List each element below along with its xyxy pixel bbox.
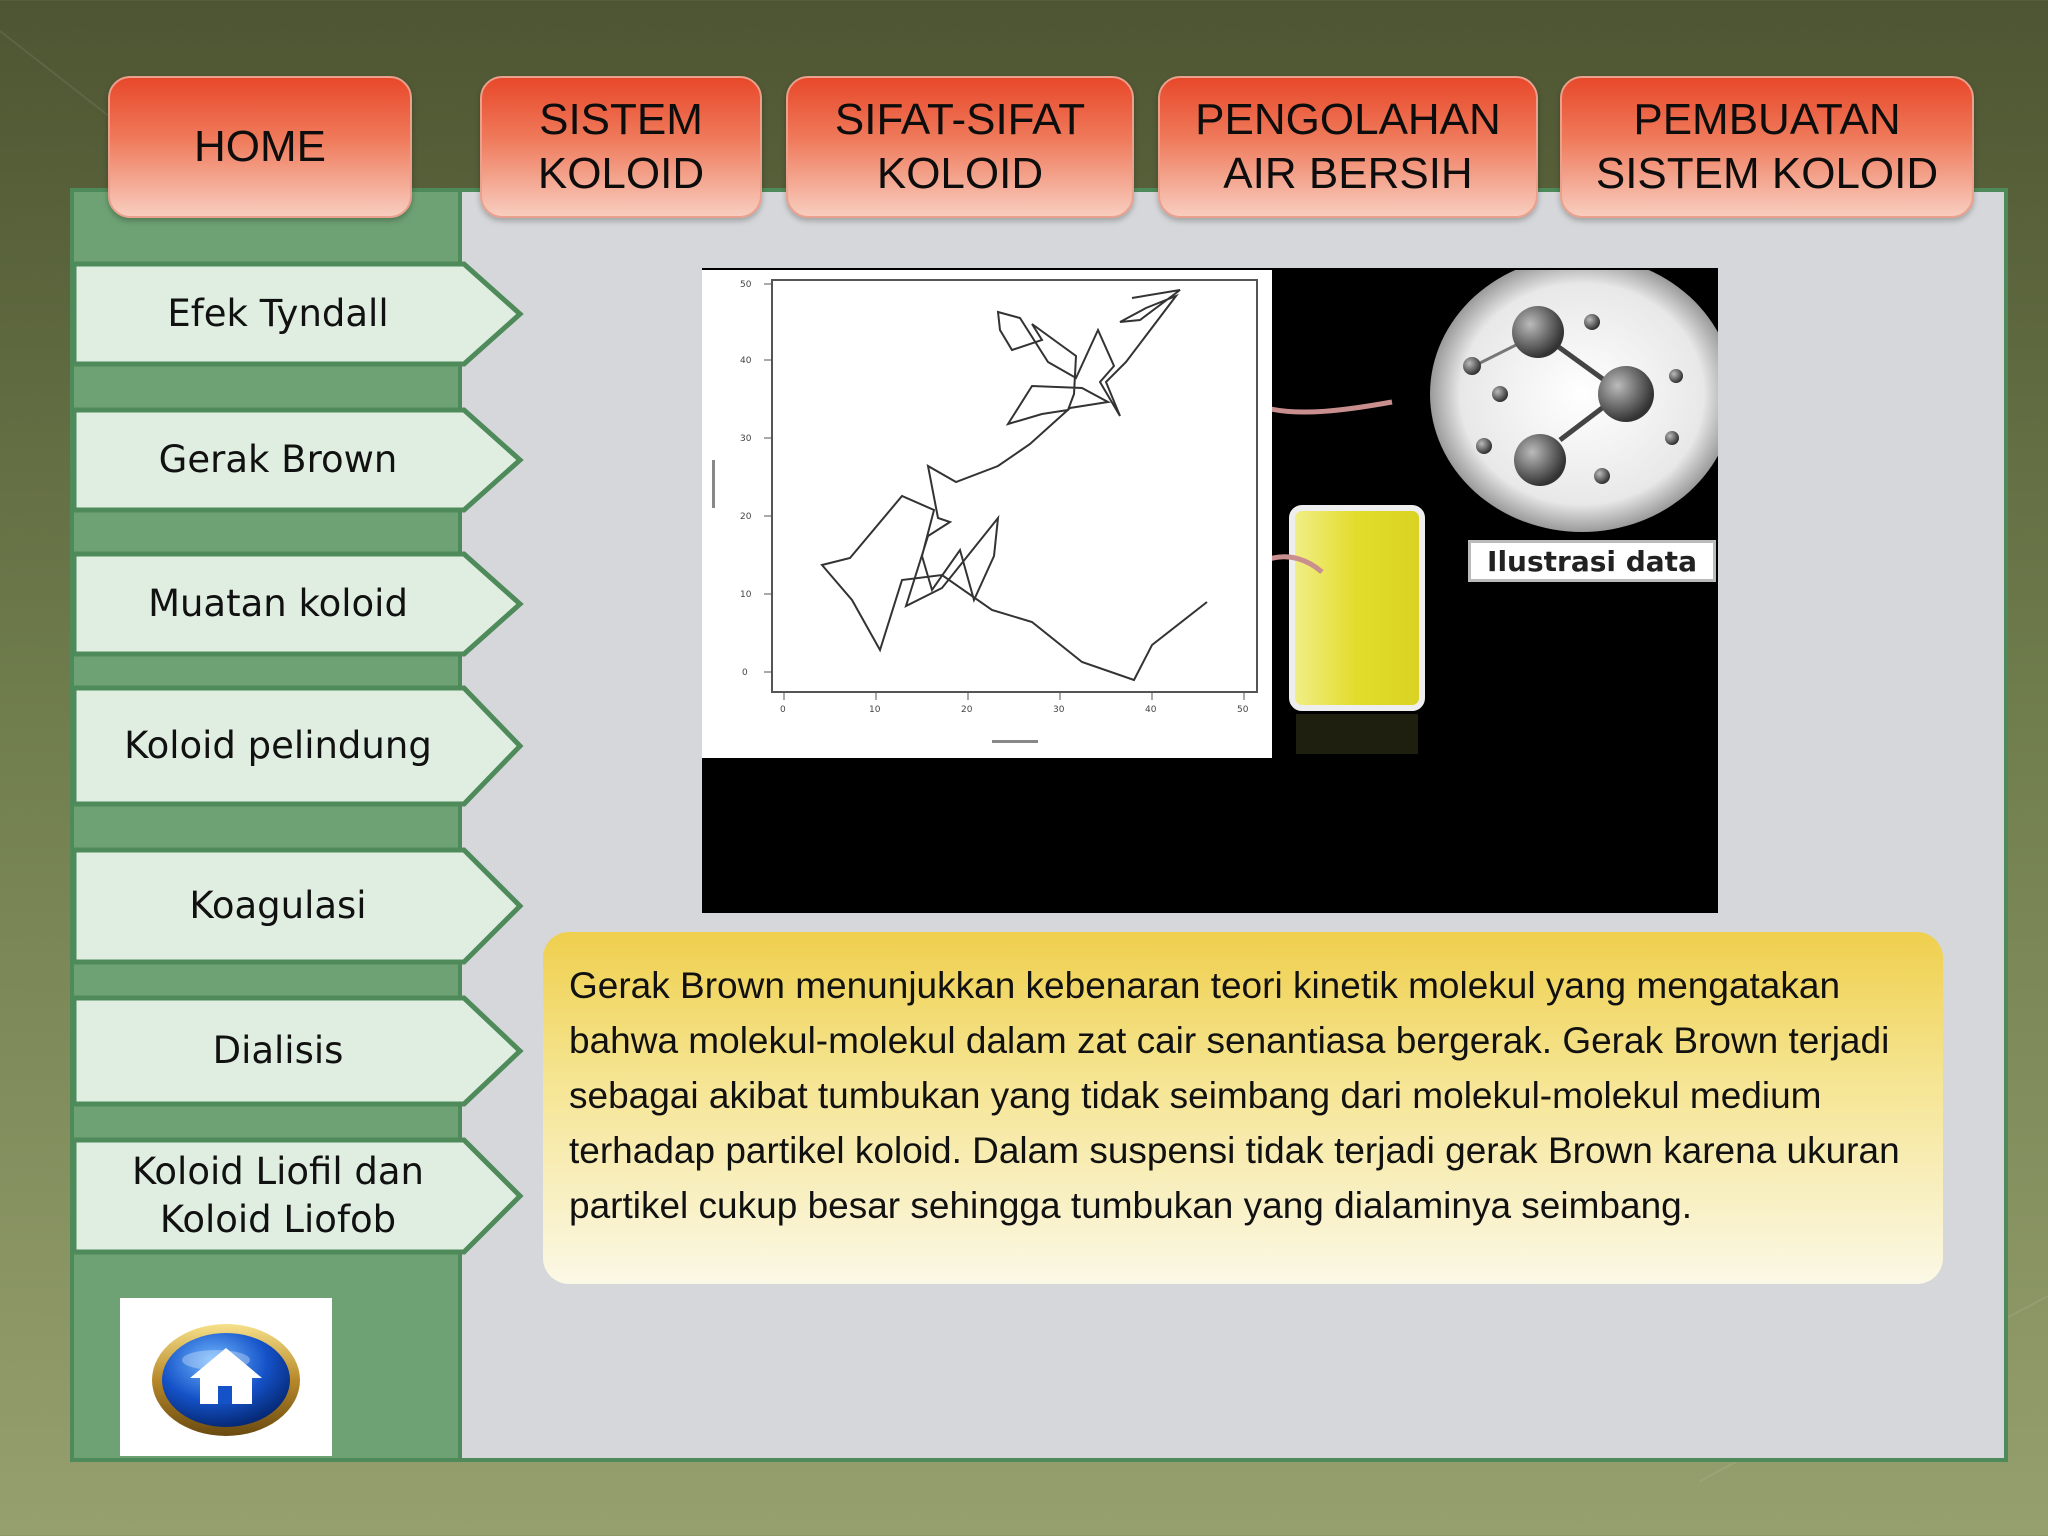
x-tick-label: 40 — [1145, 705, 1157, 715]
sidebar-item-label: Dialisis — [212, 1029, 344, 1072]
y-axis-label — [712, 460, 715, 508]
small-particle — [1463, 357, 1481, 375]
small-particle — [1665, 431, 1679, 445]
small-particle — [1476, 438, 1492, 454]
molecule-circle — [1430, 270, 1718, 532]
figure-caption: Ilustrasi data — [1468, 540, 1716, 582]
molecule-ball — [1512, 306, 1564, 358]
molecule-ball — [1598, 366, 1654, 422]
sidebar-item-label: Koloid Liofil dan Koloid Liofob — [132, 1150, 424, 1241]
x-axis-label — [992, 740, 1038, 743]
sidebar-item-gerak-brown[interactable] — [74, 404, 526, 516]
small-particle — [1584, 314, 1600, 330]
small-particle — [1492, 386, 1508, 402]
plot-frame — [772, 280, 1257, 692]
small-particle — [1669, 369, 1683, 383]
description-paragraph: Gerak Brown menunjukkan kebenaran teori kinetik molekul yang mengatakan bahwa molekul-molekul dalam zat cair senantiasa bergerak. Gerak Brown terjadi sebagai akibat tumbukan yang tidak seimbang dari molekul-molekul medium terhadap partikel koloid. Dalam suspensi tidak terjadi gerak Brown karena ukuran partikel cukup besar sehingga tumbukan yang dialaminya seimbang. — [569, 965, 1900, 1226]
tab-home[interactable]: HOME — [108, 76, 412, 218]
x-tick-label: 20 — [961, 705, 973, 715]
x-tick-label: 10 — [869, 705, 881, 715]
y-tick-label: 0 — [742, 668, 748, 678]
y-tick-label: 30 — [740, 434, 752, 444]
sidebar-item-koloid-liofil-liofob[interactable] — [74, 1134, 526, 1258]
sidebar-item-efek-tyndall[interactable] — [74, 258, 526, 370]
sidebar-item-muatan-koloid[interactable] — [74, 548, 526, 660]
random-walk-plot-svg — [702, 270, 1272, 758]
tab-pengolahan-air-bersih[interactable]: PENGOLAHAN AIR BERSIH — [1158, 76, 1538, 218]
beaker — [1292, 508, 1422, 708]
molecule-ball — [1514, 434, 1566, 486]
y-tick-label: 40 — [740, 356, 752, 366]
sidebar-item-label: Gerak Brown — [158, 438, 398, 481]
home-icon — [120, 1298, 332, 1456]
tab-pembuatan-sistem-koloid[interactable]: PEMBUATAN SISTEM KOLOID — [1560, 76, 1974, 218]
x-tick-label: 0 — [780, 705, 786, 715]
sidebar-item-label: Koloid pelindung — [124, 724, 432, 767]
tab-sistem-koloid[interactable]: SISTEM KOLOID — [480, 76, 762, 218]
molecule-illustration — [1272, 270, 1718, 760]
y-tick-label: 10 — [740, 590, 752, 600]
x-tick-label: 50 — [1237, 705, 1249, 715]
x-tick-label: 30 — [1053, 705, 1065, 715]
sidebar-item-koagulasi[interactable] — [74, 844, 526, 968]
random-walk-path — [822, 290, 1207, 680]
home-button[interactable] — [120, 1298, 332, 1456]
tab-sifat-sifat-koloid[interactable]: SIFAT-SIFAT KOLOID — [786, 76, 1134, 218]
pointer-arrow — [1272, 350, 1392, 412]
sidebar-item-label: Koagulasi — [189, 884, 367, 927]
description-box — [543, 932, 1943, 1284]
sidebar-item-dialisis[interactable] — [74, 992, 526, 1110]
sidebar-item-label: Efek Tyndall — [167, 292, 389, 335]
y-tick-label: 50 — [740, 280, 752, 290]
sidebar-item-label: Muatan koloid — [148, 582, 408, 625]
beaker-reflection — [1296, 714, 1418, 754]
sidebar-item-koloid-pelindung[interactable] — [74, 682, 526, 810]
small-particle — [1594, 468, 1610, 484]
random-walk-plot — [702, 270, 1272, 758]
y-tick-label: 20 — [740, 512, 752, 522]
sidebar — [70, 188, 462, 1462]
